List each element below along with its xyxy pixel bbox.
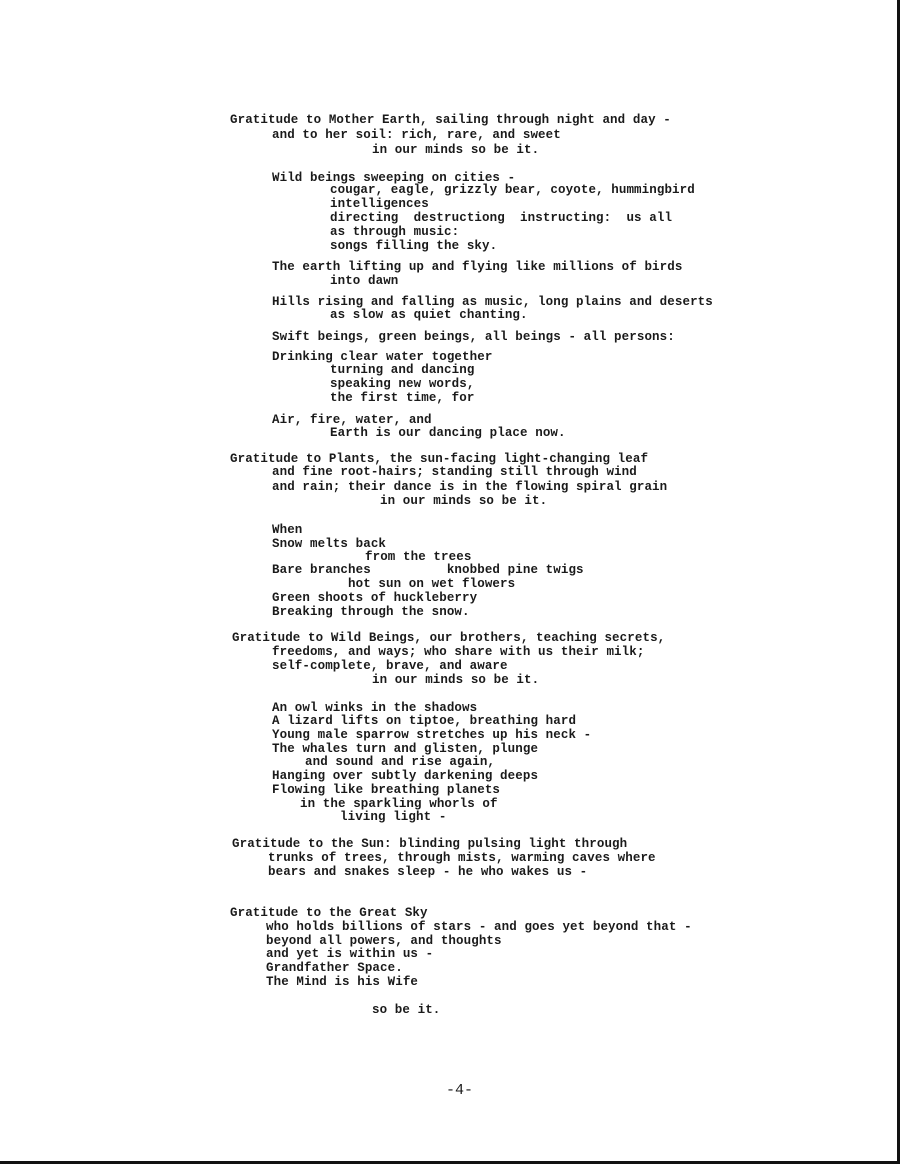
poem-line: Air, fire, water, and xyxy=(272,413,432,427)
poem-line: A lizard lifts on tiptoe, breathing hard xyxy=(272,714,577,728)
poem-line: hot sun on wet flowers xyxy=(348,577,516,591)
poem-line: bears and snakes sleep - he who wakes us - xyxy=(268,865,588,879)
poem-line: Swift beings, green beings, all beings - all persons: xyxy=(272,330,675,344)
poem-line: intelligences xyxy=(330,197,429,211)
poem-line: cougar, eagle, grizzly bear, coyote, hummingbird xyxy=(330,183,695,197)
poem-line: Gratitude to Wild Beings, our brothers, teaching secrets, xyxy=(232,631,666,645)
poem-line: Gratitude to Plants, the sun-facing light-changing leaf xyxy=(230,452,649,466)
poem-line: and fine root-hairs; standing still through wind xyxy=(272,465,637,479)
poem-line: Grandfather Space. xyxy=(266,961,403,975)
poem-line: and rain; their dance is in the flowing spiral grain xyxy=(272,480,668,494)
poem-line: Young male sparrow stretches up his neck - xyxy=(272,728,592,742)
poem-line: from the trees xyxy=(365,550,472,564)
poem-line: Wild beings sweeping on cities - xyxy=(272,171,516,185)
poem-line: and to her soil: rich, rare, and sweet xyxy=(272,128,561,142)
poem-line: so be it. xyxy=(372,1003,441,1017)
poem-line: Bare branches knobbed pine twigs xyxy=(272,563,584,577)
poem-line: self-complete, brave, and aware xyxy=(272,659,508,673)
poem-line: in our minds so be it. xyxy=(380,494,548,508)
poem-line: When xyxy=(272,523,303,537)
poem-line: trunks of trees, through mists, warming caves where xyxy=(268,851,656,865)
poem-line: Hanging over subtly darkening deeps xyxy=(272,769,539,783)
poem-line: the first time, for xyxy=(330,391,475,405)
poem-line: into dawn xyxy=(330,274,399,288)
poem-line: and yet is within us - xyxy=(266,947,434,961)
poem-line: in our minds so be it. xyxy=(372,143,540,157)
poem-line: Hills rising and falling as music, long plains and deserts xyxy=(272,295,713,309)
poem-line: The Mind is his Wife xyxy=(266,975,419,989)
poem-line: in our minds so be it. xyxy=(372,673,540,687)
poem-line: freedoms, and ways; who share with us their milk; xyxy=(272,645,645,659)
page-number: -4- xyxy=(446,1082,474,1099)
poem-line: as through music: xyxy=(330,225,460,239)
poem-line: Gratitude to Mother Earth, sailing through night and day - xyxy=(230,113,671,127)
poem-line: living light - xyxy=(340,810,447,824)
poem-line: Flowing like breathing planets xyxy=(272,783,501,797)
poem-line: The earth lifting up and flying like millions of birds xyxy=(272,260,683,274)
poem-line: An owl winks in the shadows xyxy=(272,701,478,715)
poem-line: who holds billions of stars - and goes yet beyond that - xyxy=(266,920,692,934)
poem-line: in the sparkling whorls of xyxy=(300,797,498,811)
poem-line: and sound and rise again, xyxy=(305,755,496,769)
poem-line: Drinking clear water together xyxy=(272,350,493,364)
poem-line: songs filling the sky. xyxy=(330,239,498,253)
poem-line: Gratitude to the Great Sky xyxy=(230,906,428,920)
poem-line: Breaking through the snow. xyxy=(272,605,470,619)
poem-line: directing destructiong instructing: us all xyxy=(330,211,673,225)
poem-line: turning and dancing xyxy=(330,363,475,377)
poem-line: speaking new words, xyxy=(330,377,475,391)
poem-line: The whales turn and glisten, plunge xyxy=(272,742,539,756)
poem-line: beyond all powers, and thoughts xyxy=(266,934,502,948)
poem-line: Earth is our dancing place now. xyxy=(330,426,566,440)
poem-line: Green shoots of huckleberry xyxy=(272,591,478,605)
poem-line: Snow melts back xyxy=(272,537,387,551)
poem-line: as slow as quiet chanting. xyxy=(330,308,528,322)
poem-line: Gratitude to the Sun: blinding pulsing light through xyxy=(232,837,628,851)
